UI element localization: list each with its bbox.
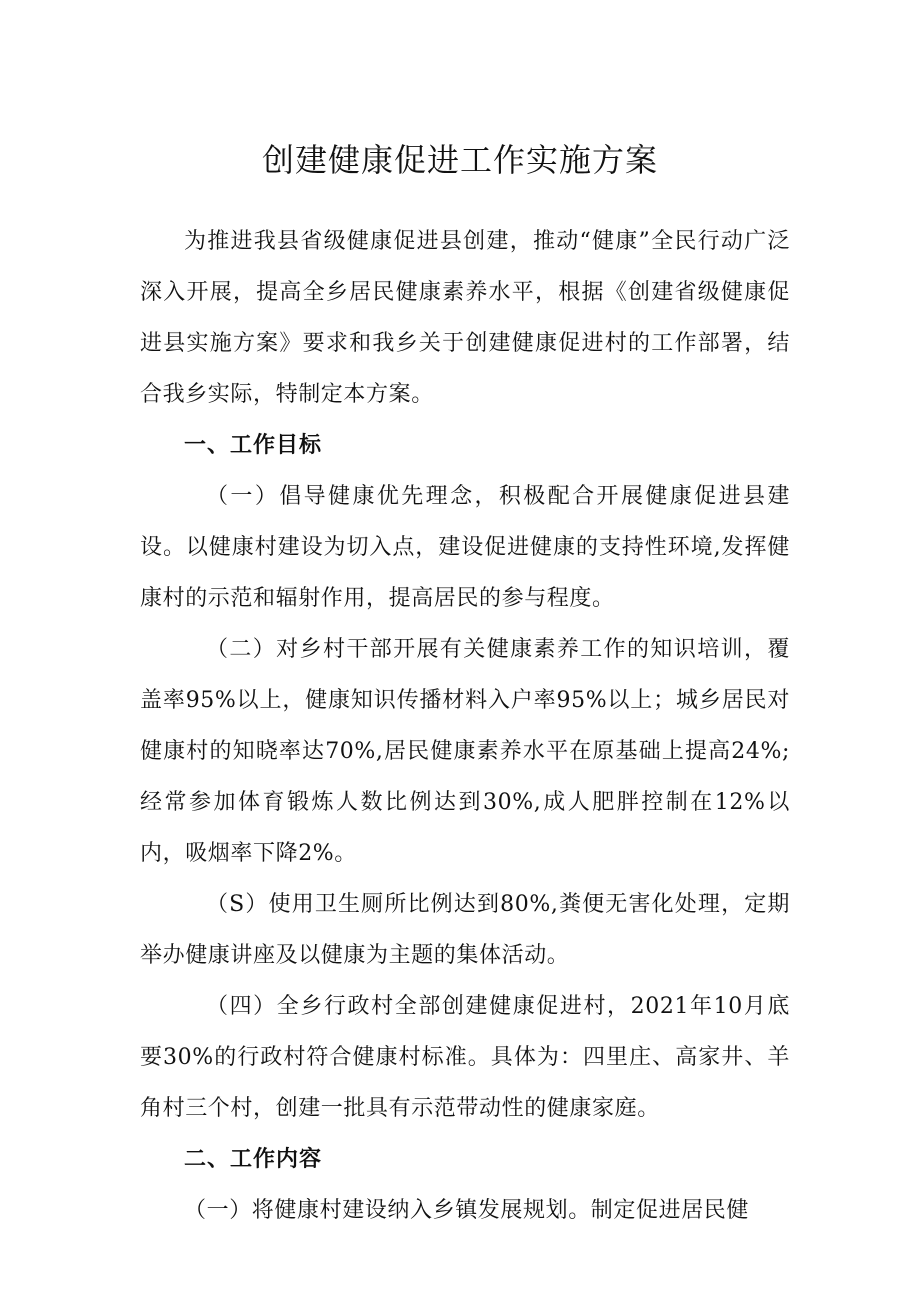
- document-body: [140, 216, 790, 1236]
- goal-item-2: （二）对乡村干部开展有关健康素养工作的知识培训，覆盖率95%以上，健康知识传播材料入户率95%以上；城乡居民对健康村的知晓率达70%,居民健康素养水平在原基础上提高24%;经常参加体育锻炼人数比例达到30%,成人肥胖控制在12%以内，吸烟率下降2%。: [140, 637, 790, 866]
- section-heading-goals: 一、工作目标: [184, 433, 323, 458]
- content-item-1: （一）将健康村建设纳入乡镇发展规划。制定促进居民健: [184, 1198, 750, 1223]
- intro-paragraph: 为推进我县省级健康促进县创建，推动“健康”全民行动广泛深入开展，提高全乡居民健康素养水平，根据《创建省级健康促进县实施方案》要求和我乡关于创建健康促进村的工作部署，结合我乡实际，特制定本方案。: [140, 229, 790, 407]
- section-heading-content: 二、工作内容: [184, 1147, 323, 1172]
- goal-item-1: （一）倡导健康优先理念，积极配合开展健康促进县建设。以健康村建设为切入点，建设促进健康的支持性环境,发挥健康村的示范和辐射作用，提高居民的参与程度。: [140, 484, 790, 611]
- goal-item-3: （S）使用卫生厕所比例达到80%,粪便无害化处理，定期举办健康讲座及以健康为主题的集体活动。: [140, 892, 790, 968]
- goal-item-4: （四）全乡行政村全部创建健康促进村，2021年10月底要30%的行政村符合健康村标准。具体为：四里庄、高家井、羊角村三个村，创建一批具有示范带动性的健康家庭。: [140, 994, 790, 1121]
- document-title: 创建健康促进工作实施方案: [261, 141, 658, 179]
